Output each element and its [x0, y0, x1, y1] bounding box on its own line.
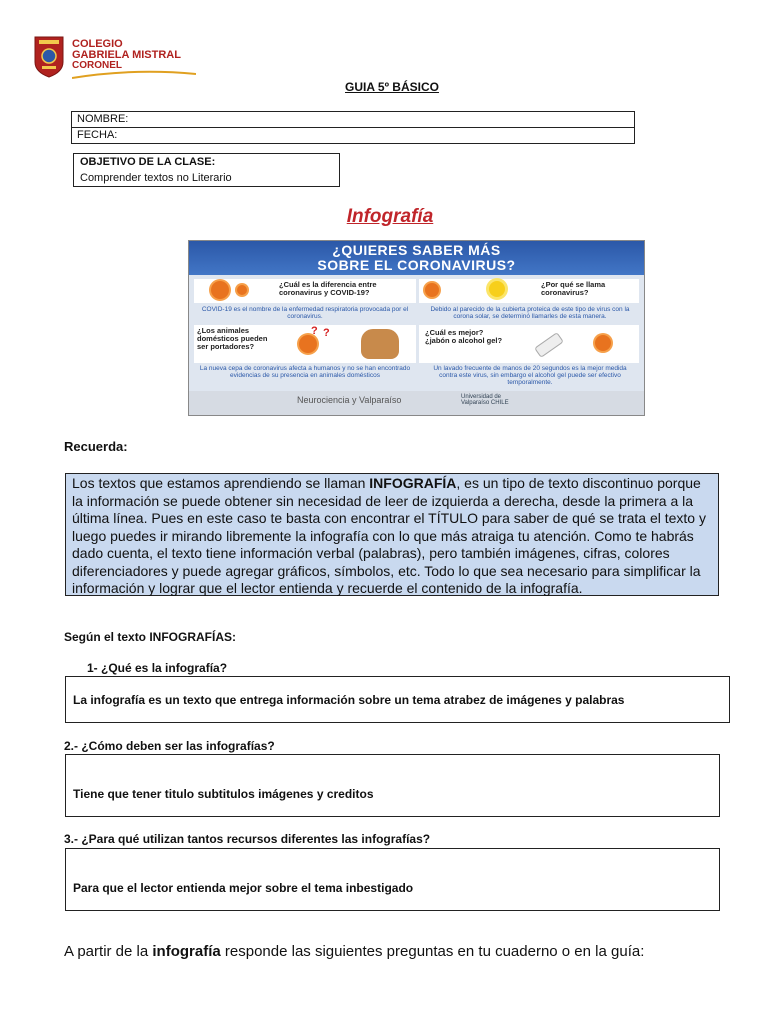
infographic-footer-right-logo: Universidad de Valparaíso CHILE: [461, 394, 509, 406]
question-mark-icon: ?: [323, 327, 330, 339]
logo-line-2: GABRIELA MISTRAL: [72, 49, 181, 61]
question-2-label: 2.- ¿Cómo deben ser las infografías?: [64, 739, 275, 753]
closing-text-start: A partir de la: [64, 943, 153, 960]
document-title: GUIA 5º BÁSICO: [345, 80, 439, 94]
virus-icon: [595, 335, 611, 351]
logo-swoosh: [72, 70, 196, 80]
infographic-answer-4: Un lavado frecuente de manos de 20 segundos es la mejor medida contra este virus, sin embargo el alcohol gel puede ser efectivo temporalmente.: [433, 365, 627, 386]
remember-text-body: , es un tipo de texto discontinuo porque la información se puede obtener sin necesidad de leer de izquierda a derecha, desde la primera a la última línea. Pues en este caso te basta con encontrar el TÍTULO para saber de qué se trata el texto y luego puedes ir mirando libremente la infografía con lo que más atraiga tu atención. Como te habrás dado cuenta, el texto tiene información verbal (palabras), pero también imágenes, cifras, colores diferenciadores y puede agregar gráficos, símbolos, etc. Todo lo que sea necesario para simplificar la información y lograr que el lector entienda y recuerde el contenido de la infografía.: [72, 475, 706, 596]
logo-line-3: CORONEL: [72, 60, 122, 71]
infographic-footer: [189, 391, 644, 415]
coronavirus-infographic: [188, 240, 645, 416]
objective-box: [73, 153, 340, 187]
objective-heading: OBJETIVO DE LA CLASE:: [80, 156, 216, 168]
objective-text: Comprender textos no Literario: [80, 172, 232, 184]
virus-icon: [425, 283, 439, 297]
date-field[interactable]: FECHA:: [72, 127, 634, 143]
remember-label: Recuerda:: [64, 439, 128, 454]
infographic-title-line-1: ¿QUIERES SABER MÁS: [332, 242, 501, 258]
student-info-table: [71, 111, 635, 144]
closing-instruction: [64, 943, 644, 960]
logo-line-1: COLEGIO: [72, 38, 123, 50]
remember-keyword: INFOGRAFÍA: [369, 475, 457, 491]
infographic-answer-1: COVID-19 es el nombre de la enfermedad respiratoria provocada por el coronavirus.: [201, 306, 409, 320]
question-3-label: 3.- ¿Para qué utilizan tantos recursos diferentes las infografías?: [64, 832, 431, 846]
virus-icon: [237, 285, 247, 295]
virus-icon: [211, 281, 229, 299]
remember-box: [65, 473, 719, 596]
school-shield-icon: [34, 36, 64, 78]
closing-text-end: responde las siguientes preguntas en tu cuaderno o en la guía:: [220, 943, 645, 960]
infographic-answer-3: La nueva cepa de coronavirus afecta a humanos y no se han encontrado evidencias de su presencia en animales domésticos: [199, 365, 411, 379]
question-1-label: 1- ¿Qué es la infografía?: [87, 661, 228, 675]
closing-keyword: infografía: [152, 943, 221, 960]
school-logo: [34, 36, 200, 82]
question-2-answer[interactable]: Tiene que tener titulo subtitulos imágenes y creditos: [65, 754, 720, 817]
name-field[interactable]: NOMBRE:: [77, 113, 129, 125]
infographic-question-3: ¿Los animales domésticos pueden ser portadores?: [197, 326, 268, 351]
infographic-question-4: ¿Cuál es mejor? ¿jabón o alcohol gel?: [425, 328, 503, 345]
virus-icon: [299, 335, 317, 353]
cat-icon: [361, 329, 399, 359]
infographic-title-line-2: SOBRE EL CORONAVIRUS?: [317, 257, 516, 273]
question-3-answer[interactable]: Para que el lector entienda mejor sobre el tema inbestigado: [65, 848, 720, 911]
remember-text-intro: Los textos que estamos aprendiendo se llaman: [72, 475, 370, 491]
infographic-question-2: ¿Por qué se llama coronavirus?: [541, 280, 606, 297]
infographic-answer-2: Debido al parecido de la cubierta proteica de este tipo de virus con la corona solar, se determinó llamarles de esta manera.: [430, 306, 630, 320]
infographic-question-1: ¿Cuál es la diferencia entre coronavirus y COVID-19?: [279, 280, 377, 297]
infographic-footer-left-logo: Neurociencia y Valparaíso: [297, 395, 402, 405]
section-title: Infografía: [346, 206, 434, 227]
question-1-answer[interactable]: La infografía es un texto que entrega información sobre un tema atrabez de imágenes y palabras: [65, 676, 730, 723]
sun-icon: [489, 281, 505, 297]
questions-intro: Según el texto INFOGRAFÍAS:: [64, 630, 237, 644]
question-mark-icon: ?: [311, 325, 318, 337]
